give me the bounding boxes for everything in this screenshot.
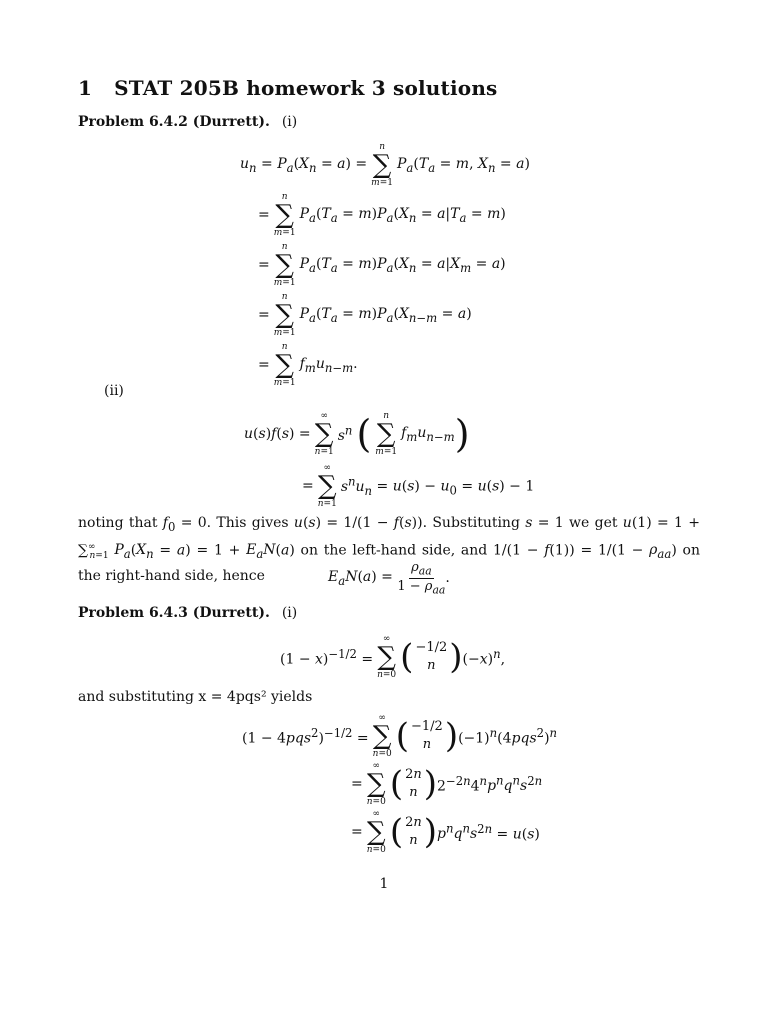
problem-title: Problem 6.4.3 (Durrett). xyxy=(78,605,270,621)
problem-heading xyxy=(78,114,297,130)
section-number: 1 xyxy=(78,76,93,100)
problem-heading xyxy=(78,605,297,621)
equation-expected-visits: $E_aN(a)$ = $\frac{\rho_{aa}}{1 - \rho_{aa}}$ . xyxy=(328,560,450,597)
equation-binomial-series: $(1 - x)^{-1/2}$ = ∞ ∑ n=0 ( −1/2 n ) $(-x)^n$, xyxy=(280,634,506,680)
part-label: (i) xyxy=(281,114,298,130)
paragraph: and substituting x = 4pqs² yields xyxy=(78,689,313,705)
part-label: (ii) xyxy=(104,383,124,399)
section-title-text: STAT 205B homework 3 solutions xyxy=(114,76,498,100)
equation-generating-function: u(s)f(s) = ∞ ∑ n=1 $s^n$ ( n ∑ m=1 $f_mu_{n-m}$ ) = ∞ ∑ n=1 $s^nu_n = u(s) - u_0 = u(s) - 1$ xyxy=(244,411,535,509)
section-title xyxy=(78,76,498,100)
paragraph: noting that $f_0 = 0$. This gives u(s) = 1/(1 − f(s)). Substituting s = 1 we get $u(1) = 1 + \sum^\infty_{n=1}$ $P_a(X_n = a) = 1 + E_aN(a)$ on the left-hand side, and $1/(1 - f(1)) = 1/(1 - \rho_{aa})$ on the right-hand side, hence xyxy=(78,515,700,585)
page-number: 1 xyxy=(379,876,389,892)
equation-substitution: $(1 - 4pqs^2)^{-1/2}$ = ∞ ∑ n=0 ( −1/2 n ) $(-1)^n(4pqs^2)^n$ = ∞ ∑ n=0 ( 2n n ) $2^{-2n}4^np^nq^ns^{2n}$ = ∞ ∑ n=0 ( 2n n ) $p^nq^ns^{2n} = u(s)$ xyxy=(242,713,558,855)
equation-renewal: $u_n = P_a(X_n = a)$ = n ∑ m=1 $P_a(T_a = m$, $X_n = a$) = n ∑ m=1 $P_a(T_a = m)P_a(X_n = a|T_a = m)$ = n ∑ m=1 $P_a(T_a = m)P_a(X_n = a|X_m = a)$ = n ∑ m=1 $P_a(T_a = m)P_a(X_{n-m} = a)$ = n ∑ m=1 $f_mu_{n-m}$. xyxy=(240,142,530,388)
part-label: (i) xyxy=(281,605,298,621)
problem-title: Problem 6.4.2 (Durrett). xyxy=(78,114,270,130)
